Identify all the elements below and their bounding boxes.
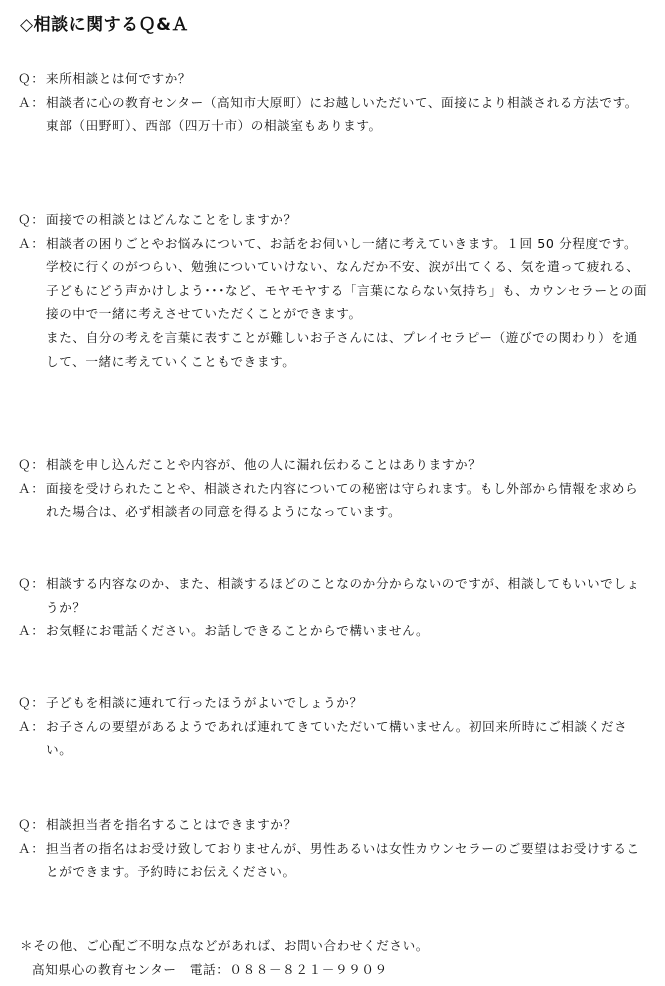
answer-text xyxy=(46,232,648,374)
answer-row xyxy=(18,477,648,524)
question-marker: Ｑ： xyxy=(18,576,45,591)
answer-paragraph: お子さんの要望があるようであれば連れてきていただいて構いません。初回来所時にご相談ください。 xyxy=(46,718,628,758)
answer-paragraph: 面接を受けられたことや、相談された内容についての秘密は守られます。もし外部から情報を求められた場合は、必ず相談者の同意を得るようになっています。 xyxy=(46,480,639,520)
question-row xyxy=(18,208,648,232)
qa-item xyxy=(18,572,648,643)
question-marker: Ｑ： xyxy=(18,212,45,227)
answer-marker: Ａ： xyxy=(18,623,45,639)
question-marker: Ｑ： xyxy=(18,71,45,86)
answer-row xyxy=(18,91,648,138)
answer-marker: Ａ： xyxy=(18,480,45,496)
question-text: 相談担当者を指名することはできますか？ xyxy=(46,817,297,832)
qa-item xyxy=(18,208,648,373)
answer-row xyxy=(18,715,648,762)
qa-item xyxy=(18,453,648,524)
answer-marker: Ａ： xyxy=(18,235,45,251)
answer-text xyxy=(46,619,648,643)
question-row xyxy=(18,67,648,91)
answer-paragraph: お気軽にお電話ください。お話しできることからで構いません。 xyxy=(46,623,430,639)
answer-marker: Ａ： xyxy=(18,718,45,734)
qa-item xyxy=(18,813,648,884)
answer-text xyxy=(46,837,648,884)
contact-info: 高知県心の教育センター 電話：０８８－８２１－９９０９ xyxy=(32,961,388,977)
answer-text xyxy=(46,91,648,138)
answer-row xyxy=(18,619,648,643)
question-marker: Ｑ： xyxy=(18,817,45,832)
footer xyxy=(20,934,429,981)
answer-paragraph: また、自分の考えを言葉に表すことが難しいお子さんには、プレイセラピー（遊びでの関わり）を通して、一緒に考えていくこともできます。 xyxy=(46,329,638,369)
answer-paragraph: 相談者の困りごとやお悩みについて、お話をお伺いし一緒に考えていきます。１回 50 分程度です。 xyxy=(46,235,638,251)
question-text: 面接での相談とはどんなことをしますか？ xyxy=(46,212,297,227)
answer-row xyxy=(18,837,648,884)
answer-text xyxy=(46,715,648,762)
question-row xyxy=(18,453,648,477)
question-text: 来所相談とは何ですか？ xyxy=(46,71,192,86)
question-marker: Ｑ： xyxy=(18,457,45,472)
answer-paragraph: 相談者に心の教育センター（高知市大原町）にお越しいただいて、面接により相談される方法です。 xyxy=(46,94,638,110)
qa-item xyxy=(18,691,648,762)
answer-paragraph: 担当者の指名はお受け致しておりませんが、男性あるいは女性カウンセラーのご要望はお受けすることができます。予約時にお伝えください。 xyxy=(46,840,640,880)
question-row xyxy=(18,691,648,715)
answer-row xyxy=(18,232,648,374)
question-text: 相談を申し込んだことや内容が、他の人に漏れ伝わることはありますか？ xyxy=(46,457,482,472)
footer-note: ＊その他、ご心配ご不明な点などがあれば、お問い合わせください。 xyxy=(20,938,430,953)
answer-marker: Ａ： xyxy=(18,840,45,856)
question-row xyxy=(18,813,648,837)
qa-item xyxy=(18,67,648,138)
question-row xyxy=(18,572,648,619)
answer-marker: Ａ： xyxy=(18,94,45,110)
page-title: ◇相談に関するＱ&Ａ xyxy=(20,15,189,35)
question-text: 子どもを相談に連れて行ったほうがよいでしょうか？ xyxy=(46,695,363,710)
question-text: 相談する内容なのか、また、相談するほどのことなのか分からないのですが、相談してもいいでしょうか？ xyxy=(46,576,640,615)
answer-paragraph: 学校に行くのがつらい、勉強についていけない、なんだか不安、涙が出てくる、気を遣って疲れる、子どもにどう声かけしよう･･･など、モヤモヤする「言葉にならない気持ち」も、カウンセラーとの面接の中で一緒に考えさせていただくことができます。 xyxy=(46,259,648,322)
question-marker: Ｑ： xyxy=(18,695,45,710)
answer-text xyxy=(46,477,648,524)
answer-paragraph: 東部（田野町）、西部（四万十市）の相談室もあります。 xyxy=(46,118,382,134)
